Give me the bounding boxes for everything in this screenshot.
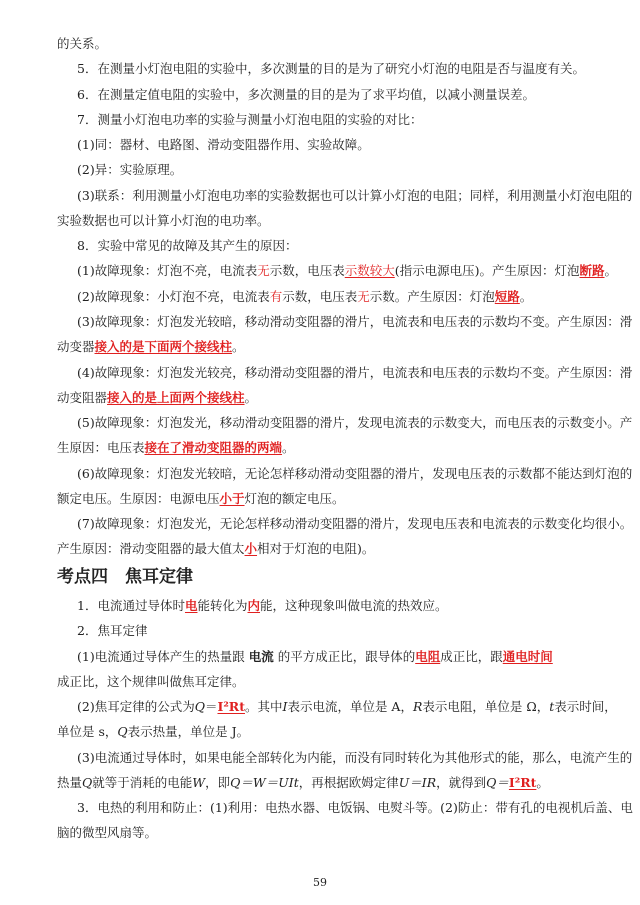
- fault-6: (6)故障现象：灯泡发光较暗，无论怎样移动滑动变阻器的滑片，发现电压表的示数都不能达到灯泡的: [77, 466, 633, 481]
- answer: 接入的是下面两个接线柱: [94, 339, 233, 354]
- point-5: 5．在测量小灯泡电阻的实验中，多次测量的目的是为了研究小灯泡的电阻是否与温度有关。: [77, 61, 585, 76]
- fault-4: (4)故障现象：灯泡发光较亮，移动滑动变阻器的滑片，电流表和电压表的示数均不变。产生原因：滑: [77, 365, 633, 380]
- point-8: 8．实验中常见的故障及其产生的原因：: [77, 238, 298, 253]
- joule-formula: (2)焦耳定律的公式为Q＝I²Rt。其中I表示电流，单位是 A，R表示电阻，单位是 Ω，t表示时间，: [77, 699, 617, 714]
- fault-3-cont: 动变器接入的是下面两个接线柱。: [57, 339, 245, 354]
- answer: 无: [357, 289, 370, 304]
- answer: 示数较大: [344, 263, 395, 278]
- joule-law: (1)电流通过导体产生的热量跟 电流 的平方成正比，跟导体的电阻成正比，跟通电时间: [77, 649, 553, 664]
- joule-formula-cont: 单位是 s，Q表示热量，单位是 J。: [57, 724, 250, 739]
- answer: I²Rt: [217, 699, 245, 714]
- text-line: 实验数据也可以计算小灯泡的电功率。: [57, 213, 270, 228]
- answer: 无: [257, 263, 270, 278]
- fault-5: (5)故障现象：灯泡发光，移动滑动变阻器的滑片，发现电流表的示数变大，而电压表的示数变小。产: [77, 415, 633, 430]
- answer: 接在了滑动变阻器的两端: [144, 440, 283, 455]
- point-6: 6．在测量定值电阻的实验中，多次测量的目的是为了求平均值，以减小测量误差。: [77, 87, 535, 102]
- point-7-1: (1)同：器材、电路图、滑动变阻器作用、实验故障。: [77, 137, 370, 152]
- joule-3: (3)电流通过导体时，如果电能全部转化为内能，而没有同时转化为其他形式的能，那么，电流产生的: [77, 750, 633, 765]
- fault-1: (1)故障现象：灯泡不亮，电流表无示数，电压表示数较大(指示电源电压)。产生原因：灯泡断路。: [77, 263, 618, 278]
- answer: 电阻: [415, 649, 441, 664]
- fault-4-cont: 动变阻器接入的是上面两个接线柱。: [57, 390, 258, 405]
- answer: 电: [184, 598, 198, 613]
- answer: 断路: [579, 263, 605, 278]
- answer: 短路: [494, 289, 520, 304]
- joule-uses: 3．电热的利用和防止：(1)利用：电热水器、电饭锅、电熨斗等。(2)防止：带有孔的电视机后盖、电: [77, 800, 633, 815]
- answer: 小于: [219, 491, 245, 506]
- answer: 接入的是上面两个接线柱: [107, 390, 245, 405]
- joule-1: 1．电流通过导体时电能转化为内能，这种现象叫做电流的热效应。: [77, 598, 448, 613]
- joule-2: 2．焦耳定律: [77, 623, 148, 638]
- text-line: 脑的微型风扇等。: [57, 825, 158, 840]
- answer: I²Rt: [508, 775, 537, 790]
- answer: 通电时间: [502, 649, 553, 664]
- page-number: 59: [313, 876, 327, 889]
- fault-6-cont: 额定电压。生原因：电源电压小于灯泡的额定电压。: [57, 491, 345, 506]
- answer: 有: [269, 289, 283, 304]
- point-7-3: (3)联系：利用测量小灯泡电功率的实验数据也可以计算小灯泡的电阻；同样，利用测量小灯泡电阻的: [77, 188, 633, 203]
- answer: 小: [244, 541, 258, 556]
- fault-2: (2)故障现象：小灯泡不亮，电流表有示数，电压表无示数。产生原因：灯泡短路。: [77, 289, 533, 304]
- fault-7: (7)故障现象：灯泡发光，无论怎样移动滑动变阻器的滑片，发现电压表和电流表的示数变化均很小。: [77, 516, 633, 531]
- joule-3-cont: 热量Q就等于消耗的电能W，即Q＝W＝UIt，再根据欧姆定律U＝IR，就得到Q＝I²Rt。: [57, 775, 549, 790]
- answer: 电流: [248, 649, 274, 664]
- text-line: 的关系。: [57, 36, 108, 51]
- answer: 内: [247, 598, 261, 613]
- point-7-2: (2)异：实验原理。: [77, 162, 183, 177]
- fault-3: (3)故障现象：灯泡发光较暗，移动滑动变阻器的滑片，电流表和电压表的示数均不变。产生原因：滑: [77, 314, 633, 329]
- fault-7-cont: 产生原因：滑动变阻器的最大值太小相对于灯泡的电阻)。: [57, 541, 375, 556]
- text-line: 成正比，这个规律叫做焦耳定律。: [57, 674, 245, 689]
- section-heading: 考点四 焦耳定律: [57, 567, 193, 587]
- fault-5-cont: 生原因：电压表接在了滑动变阻器的两端。: [57, 440, 295, 455]
- point-7: 7．测量小灯泡电功率的实验与测量小灯泡电阻的实验的对比：: [77, 112, 423, 127]
